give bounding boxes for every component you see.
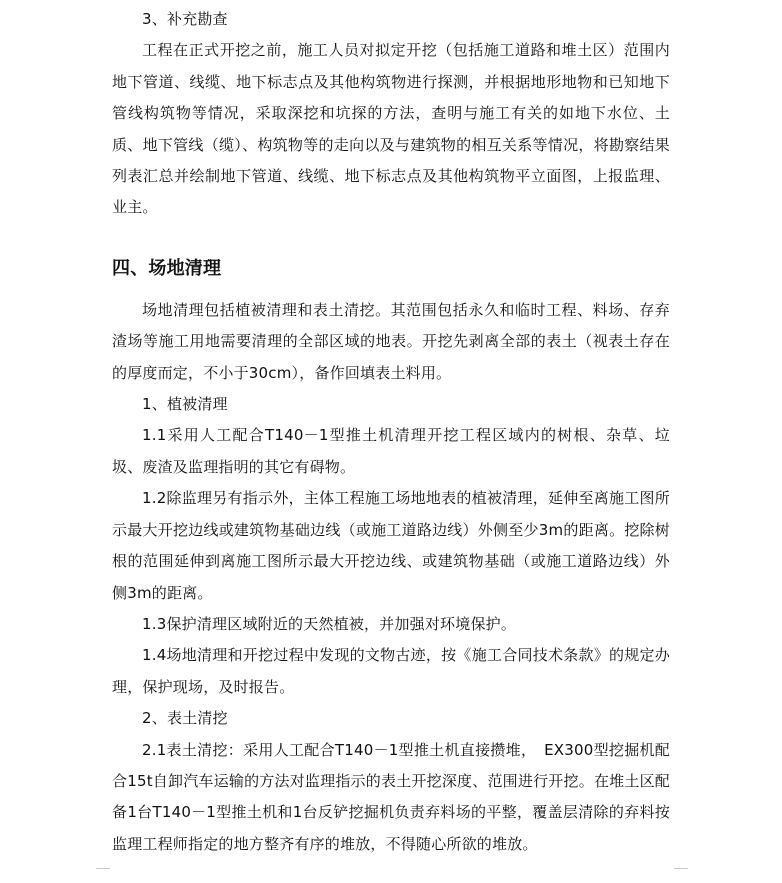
paragraph-supplementary-survey: 工程在正式开挖之前，施工人员对拟定开挖（包括施工道路和堆土区）范围内地下管道、线缆、地下标志点及其他构筑物进行探测，并根据地形地物和已知地下管线构筑物等情况，采取深挖和坑探的方法，查明与施工有关的如地下水位、土质、地下管线（缆）、构筑物等的走向以及与建筑物的相互关系等情况，将勘察结果列表汇总并绘制地下管道、线缆、地下标志点及其他构筑物平立面图，上报监理、业主。 (112, 41, 670, 217)
subsection-heading-topsoil-excavation: 2、表土清挖 (142, 709, 228, 728)
paragraph-item-1-1: 1.1采用人工配合T140－1型推土机清理开挖工程区域内的树根、杂草、垃圾、废渣及监理指明的其它有碍物。 (112, 426, 670, 476)
paragraph-site-clearing-intro: 场地清理包括植被清理和表土清挖。其范围包括永久和临时工程、料场、存弃渣场等施工用地需要清理的全部区域的地表。开挖先剥离全部的表土（视表土存在的厚度而定，不小于30cm），备作回填表土料用。 (112, 300, 670, 382)
paragraph-item-1-2: 1.2除监理另有指示外，主体工程施工场地地表的植被清理，延伸至离施工图所示最大开挖边线或建筑物基础边线（或施工道路边线）外侧至少3m的距离。挖除树根的范围延伸到离施工图所示最大开挖边线、或建筑物基础（或施工道路边线）外侧3m的距离。 (112, 489, 670, 602)
paragraph-item-2-1: 2.1表土清挖：采用人工配合T140－1型推土机直接攒堆， EX300型挖掘机配合15t自卸汽车运输的方法对监理指示的表土开挖深度、范围进行开挖。在堆土区配备1台T140－1型推土机和1台反铲挖掘机负责弃料场的平整，覆盖层清除的弃料按监理工程师指定的地方整齐有序的堆放，不得随心所欲的堆放。 (112, 740, 670, 853)
page-margin-marker-left (96, 868, 110, 883)
section-heading-supplementary-survey: 3、补充勘查 (142, 10, 228, 28)
page-margin-marker-right (674, 868, 688, 883)
subsection-heading-vegetation-clearing: 1、植被清理 (142, 395, 228, 414)
paragraph-item-1-4: 1.4场地清理和开挖过程中发现的文物古迹，按《施工合同技术条款》的规定办理，保护现场，及时报告。 (112, 646, 670, 696)
paragraph-item-1-3: 1.3保护清理区域附近的天然植被，并加强对环境保护。 (142, 614, 517, 633)
document-body (112, 4, 670, 860)
chapter-heading-site-clearing: 四、场地清理 (112, 257, 222, 279)
